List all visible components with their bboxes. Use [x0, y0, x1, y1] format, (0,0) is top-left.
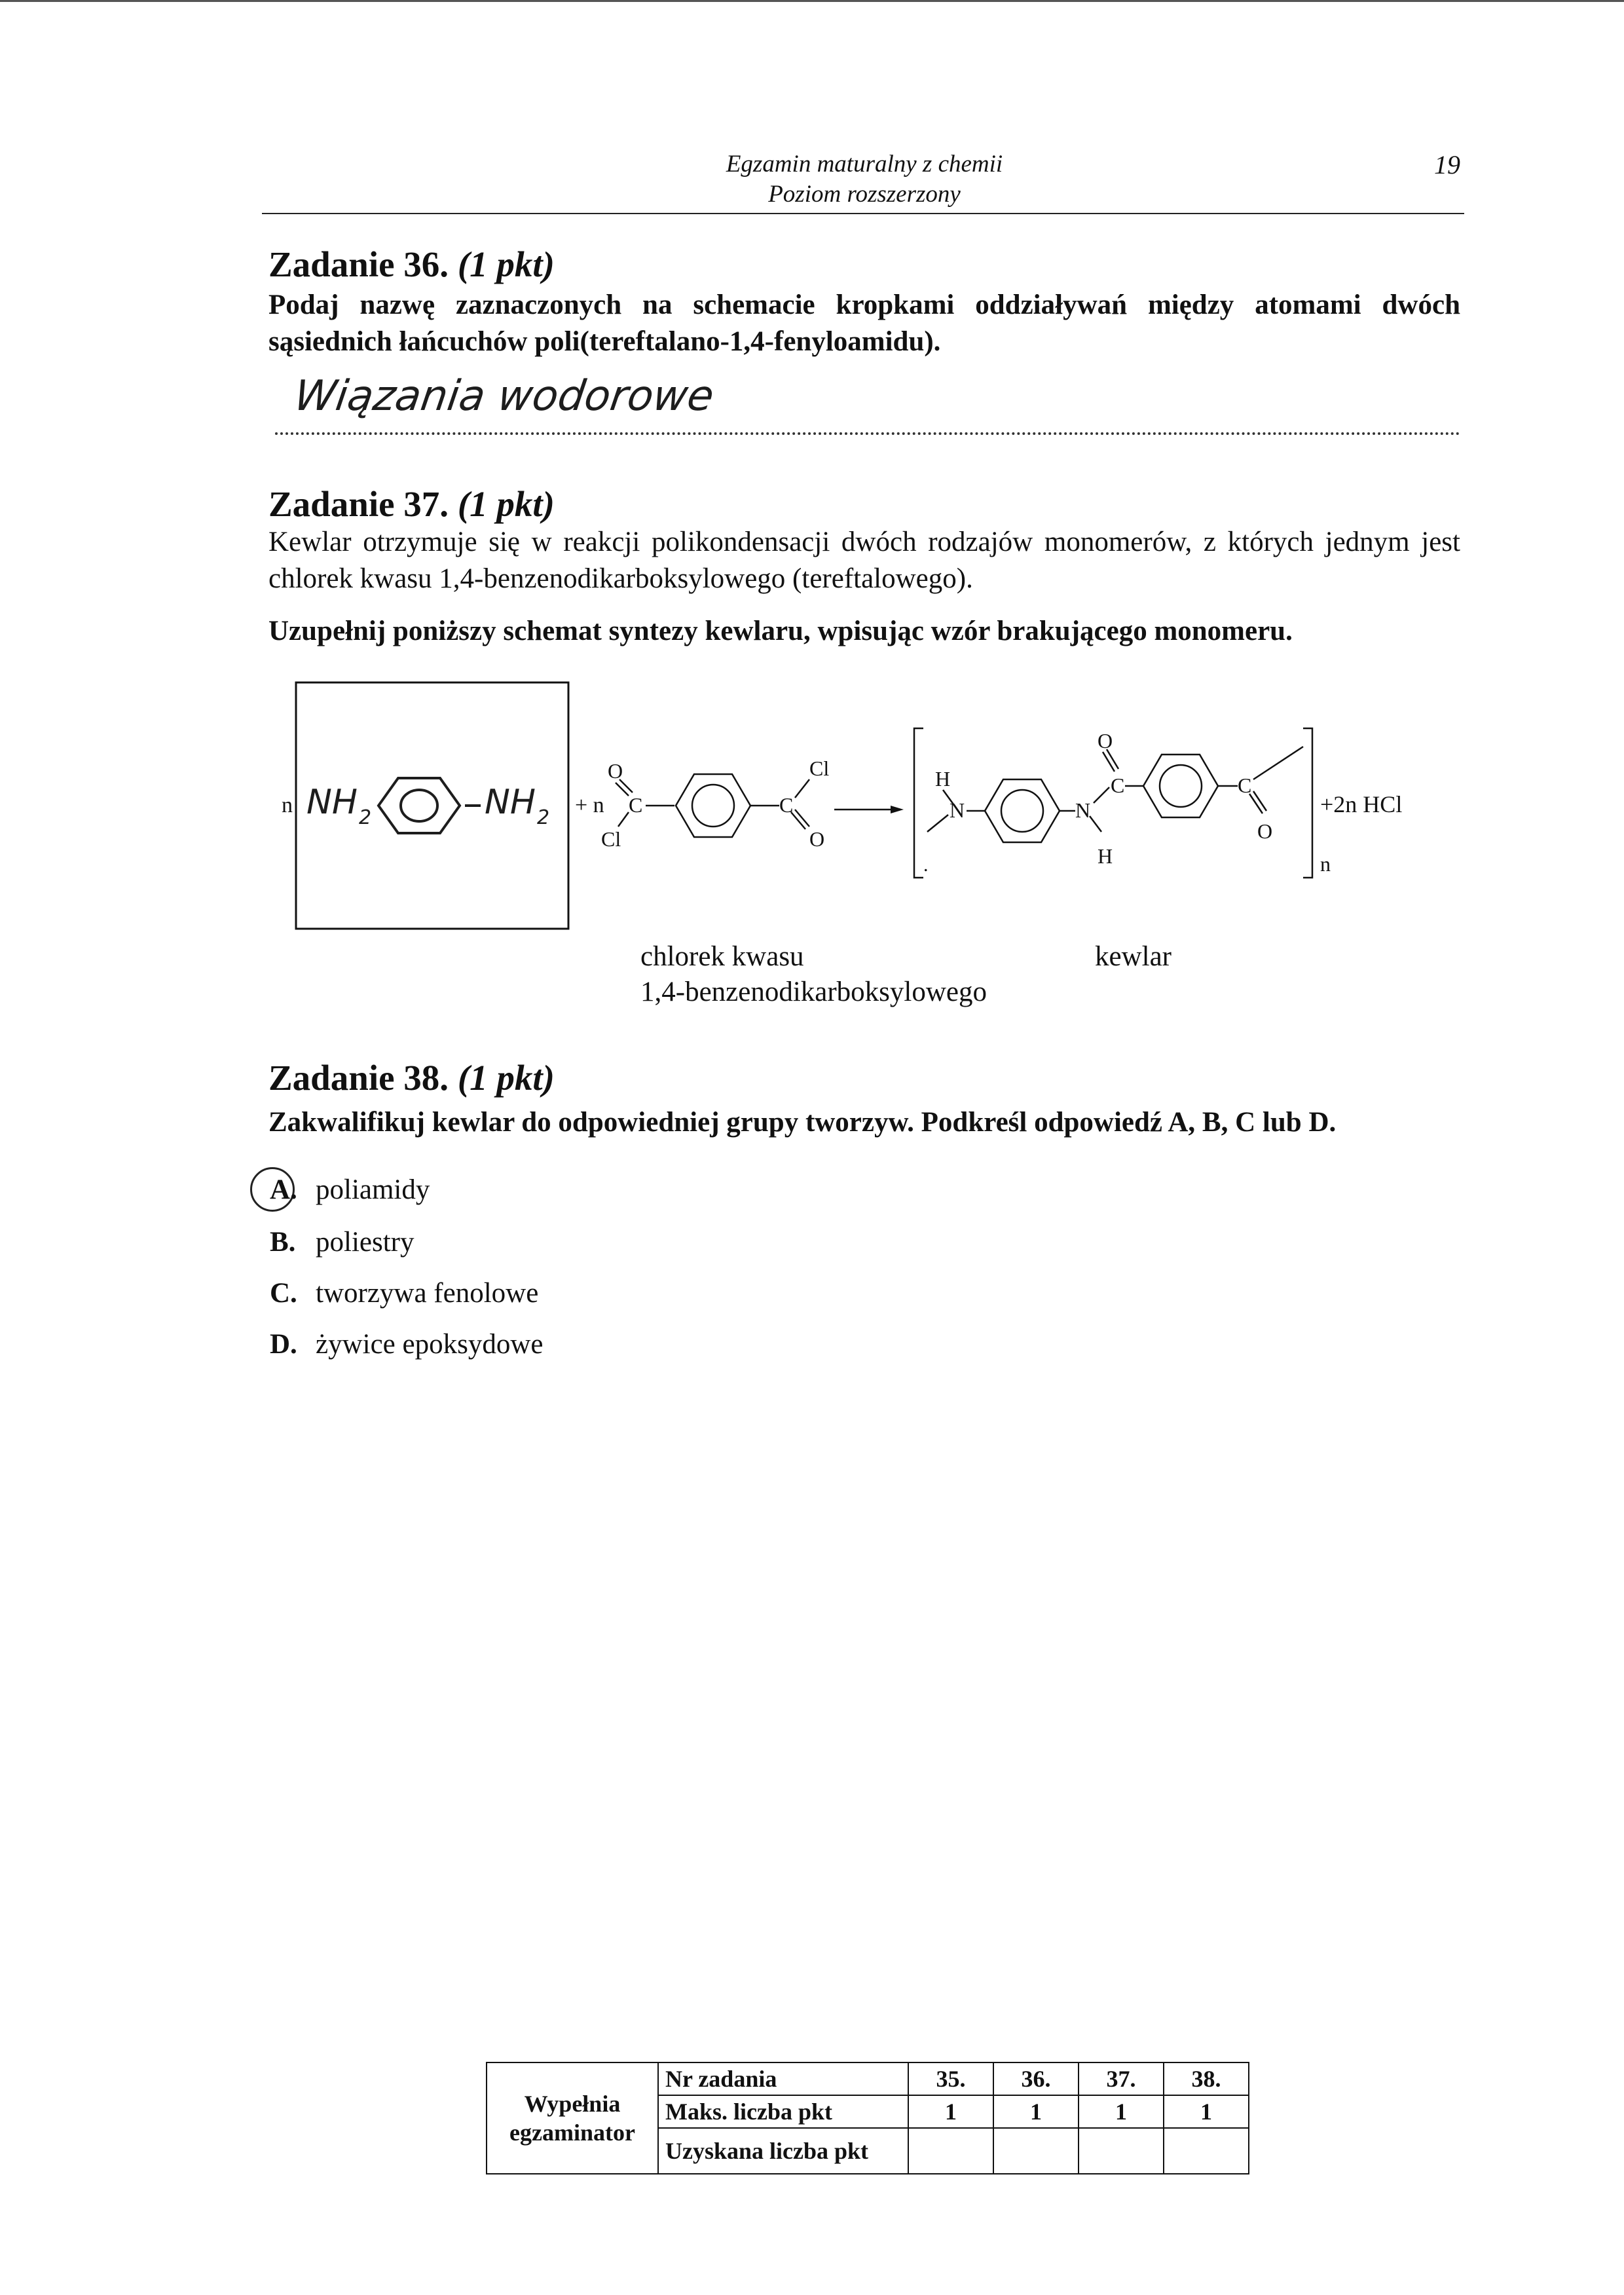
label-kevlar: kewlar: [1095, 941, 1172, 972]
task38-points: (1 pkt): [457, 1058, 555, 1098]
scan-top-edge: [0, 0, 1624, 2]
page-number: 19: [1434, 150, 1460, 179]
task36-handwritten-answer: Wiązania wodorowe: [291, 372, 717, 420]
task36-instruction: Podaj nazwę zaznaczonych na schemacie kropkami oddziaływań między atomami dwóch sąsiednich łańcuchów poli(tereftalano-1,4-fenyloamidu).: [268, 289, 1460, 357]
option-a: [270, 1174, 430, 1206]
hand-sub2-left: 2: [359, 806, 372, 829]
acid-O-top: O: [608, 759, 623, 783]
task37-points: (1 pkt): [457, 484, 555, 524]
kevlar-brackets: [914, 728, 1312, 878]
task36-answer-line: [275, 426, 1460, 435]
obtained-points-35[interactable]: [908, 2128, 993, 2174]
label-acid-line1: chlorek kwasu: [640, 941, 804, 972]
kevlar-O-end: O: [1257, 819, 1273, 843]
kevlar-C-end: C: [1238, 774, 1252, 797]
handwritten-monomer: [306, 783, 549, 829]
label-acid-line2: 1,4-benzenodikarboksylowego: [640, 977, 987, 1007]
acid-benzene-ring: [676, 774, 750, 837]
task37-description: Kewlar otrzymuje się w reakcji polikondensacji dwóch rodzajów monomerów, z których jednym jest chlorek kwasu 1,4-benzenodikarboksylowego (tereftalowego).: [268, 527, 1460, 594]
acid-C-left: C: [629, 793, 643, 817]
kevlar-benzene-ring-1: [985, 779, 1060, 842]
kevlar-H-right: H: [1098, 844, 1113, 868]
task38-instruction: Zakwalifikuj kewlar do odpowiedniej grupy tworzyw. Podkreśl odpowiedź A, B, C lub D.: [268, 1107, 1337, 1138]
max-points-36: 1: [993, 2095, 1079, 2128]
option-c-letter: C.: [270, 1278, 297, 1309]
obtained-points-36[interactable]: [993, 2128, 1079, 2174]
kevlar-synthesis-scheme: [262, 675, 1441, 950]
hand-nh-right: NH: [485, 783, 536, 822]
task37-instruction: Uzupełnij poniższy schemat syntezy kewlaru, wpisując wzór brakującego monomeru.: [268, 616, 1293, 646]
examiner-score-table: [486, 2062, 1249, 2174]
acid-Cl-left: Cl: [601, 827, 621, 851]
option-a-text: poliamidy: [316, 1174, 430, 1205]
option-d-text: żywice epoksydowe: [316, 1329, 544, 1360]
header-divider: [262, 213, 1464, 214]
kevlar-N-right: N: [1075, 798, 1091, 822]
hand-benzene-ring: [378, 778, 481, 833]
acid-C-right: C: [779, 793, 794, 817]
max-points-35: 1: [908, 2095, 993, 2128]
acid-Cl-right: Cl: [809, 756, 830, 780]
kevlar-benzene-ring-2: [1143, 755, 1218, 817]
task36-number: Zadanie 36.: [268, 244, 449, 284]
kevlar-N-left: N: [950, 798, 965, 822]
row-task-number-label: Nr zadania: [658, 2062, 908, 2095]
option-c-text: tworzywa fenolowe: [316, 1278, 539, 1309]
option-b-letter: B.: [270, 1227, 296, 1258]
byproduct-hcl: +2n HCl: [1320, 791, 1403, 817]
task-number-37: 37.: [1079, 2062, 1164, 2095]
kevlar-H-left: H: [935, 767, 951, 791]
task37-title: [268, 483, 555, 525]
row-max-points-label: Maks. liczba pkt: [658, 2095, 908, 2128]
option-a-letter: A.: [270, 1174, 297, 1205]
page-header: [655, 149, 1074, 210]
task38-title: [268, 1057, 555, 1098]
option-b-text: poliestry: [316, 1227, 415, 1258]
obtained-points-37[interactable]: [1079, 2128, 1164, 2174]
kevlar-C-mid: C: [1111, 774, 1125, 797]
task36-points: (1 pkt): [457, 244, 555, 284]
coef-n: n: [282, 793, 293, 817]
examiner-label-line2: egzaminator: [509, 2119, 635, 2146]
examiner-label-line1: Wypełnia: [524, 2091, 621, 2117]
header-exam-title: Egzamin maturalny z chemii: [726, 151, 1003, 177]
row-obtained-points-label: Uzyskana liczba pkt: [658, 2128, 908, 2174]
option-c: [270, 1277, 538, 1310]
task38-number: Zadanie 38.: [268, 1058, 449, 1098]
header-level: Poziom rozszerzony: [768, 181, 961, 208]
label-acid-chloride: [640, 939, 987, 1010]
plus-n: + n: [575, 793, 604, 817]
kevlar-subscript-n: n: [1320, 852, 1331, 876]
task36-title: [268, 244, 555, 285]
kevlar-O-top: O: [1098, 729, 1113, 753]
task-number-36: 36.: [993, 2062, 1079, 2095]
hand-nh-left: NH: [306, 783, 358, 822]
option-b: [270, 1226, 414, 1259]
acid-O-right: O: [809, 827, 825, 851]
max-points-38: 1: [1164, 2095, 1249, 2128]
option-d: [270, 1328, 543, 1361]
option-d-letter: D.: [270, 1329, 297, 1360]
hand-sub2-right: 2: [537, 806, 550, 829]
task-number-38: 38.: [1164, 2062, 1249, 2095]
kevlar-n-dash: .: [923, 854, 929, 876]
examiner-label-cell: [487, 2062, 658, 2174]
max-points-37: 1: [1079, 2095, 1164, 2128]
obtained-points-38[interactable]: [1164, 2128, 1249, 2174]
task-number-35: 35.: [908, 2062, 993, 2095]
task37-number: Zadanie 37.: [268, 484, 449, 524]
